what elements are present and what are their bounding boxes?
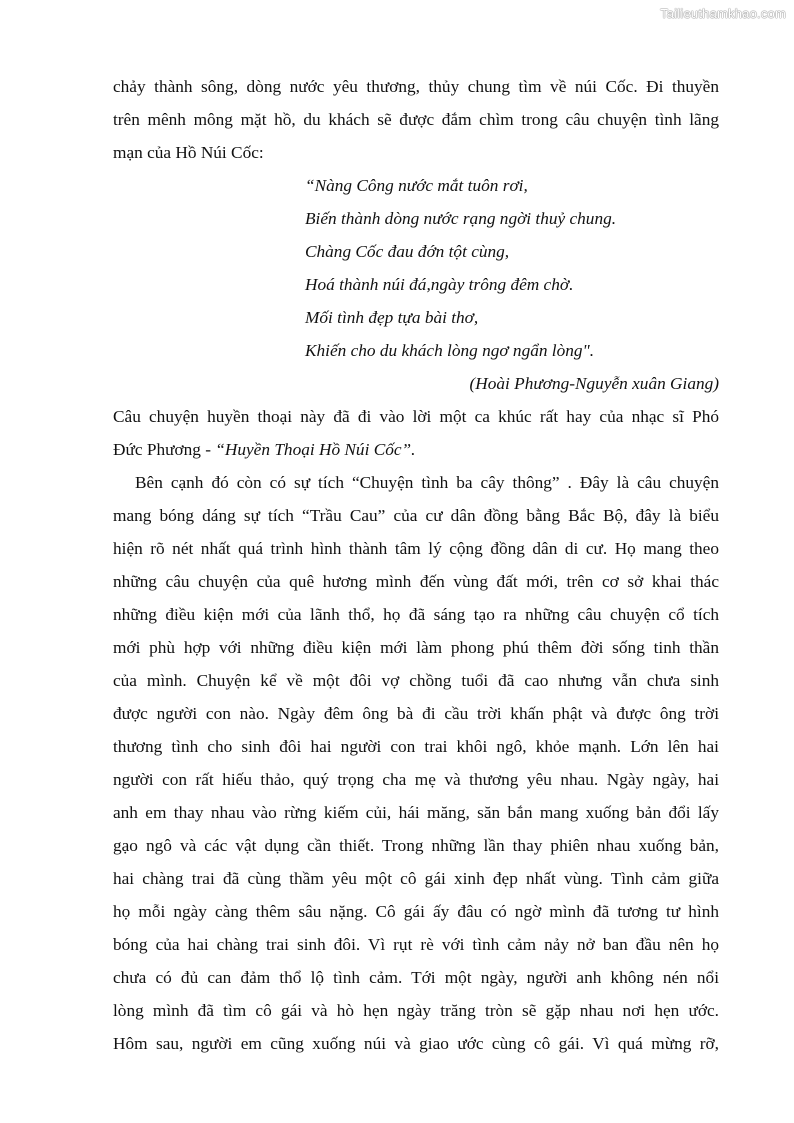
poem-line: “Nàng Công nước mắt tuôn rơi, [305,176,528,195]
story-line: những câu chuyện của quê hương mình đến vùng đất mới, trên cơ sở khai thác [113,572,719,591]
story-line: được người con nào. Ngày đêm ông bà đi cầu trời khấn phật và được ông trời [113,704,719,723]
poem-line: Biến thành dòng nước rạng ngời thuỷ chung. [305,209,617,228]
poem-line: Hoá thành núi đá,ngày trông đêm chờ. [305,275,574,294]
story-line: Bên cạnh đó còn có sự tích “Chuyện tình ba cây thông” . Đây là câu chuyện [135,473,719,492]
song-title: “Huyền Thoại Hồ Núi Cốc”. [215,440,416,459]
story-line: chưa có đủ can đảm thổ lộ tình cảm. Tới một ngày, người anh không nén nổi [113,968,719,987]
poem-line: Khiến cho du khách lòng ngơ ngẩn lòng". [305,341,595,360]
intro-line: trên mênh mông mặt hồ, du khách sẽ được đắm chìm trong câu chuyện tình lãng [113,110,719,129]
story-line: họ mỗi ngày càng thêm sâu nặng. Cô gái ấy đâu có ngờ mình đã tương tư hình [113,902,719,921]
story-line: Hôm sau, người em cũng xuống núi và giao ước cùng cô gái. Vì quá mừng rỡ, [113,1034,719,1053]
poem-line: Mối tình đẹp tựa bài thơ, [305,308,479,327]
story-line: lòng mình đã tìm cô gái và hò hẹn ngày trăng tròn sẽ gặp nhau nơi hẹn ước. [113,1001,719,1020]
story-line: anh em thay nhau vào rừng kiếm củi, hái măng, săn bắn mang xuống bản đổi lấy [113,803,719,822]
story-line: hiện rõ nét nhất quá trình hình thành tâm lý cộng đồng dân di cư. Họ mang theo [113,539,719,558]
song-line: Câu chuyện huyền thoại này đã đi vào lời một ca khúc rất hay của nhạc sĩ Phó [113,407,719,426]
story-line: người con rất hiếu thảo, quý trọng cha mẹ và thương yêu nhau. Ngày ngày, hai [113,770,719,789]
watermark: Tailieuthamkhao.com [660,6,786,21]
story-line: thương tình cho sinh đôi hai người con trai khôi ngô, khỏe mạnh. Lớn lên hai [113,737,719,756]
story-line: gạo ngô và các vật dụng cần thiết. Trong những lần thay phiên nhau xuống bản, [113,836,719,855]
story-line: hai chàng trai đã cùng thầm yêu một cô gái xinh đẹp nhất vùng. Tình cảm giữa [113,869,719,888]
intro-line: chảy thành sông, dòng nước yêu thương, thủy chung tìm về núi Cốc. Đi thuyền [113,77,719,96]
song-line-prefix: Đức Phương - [113,440,216,459]
poem-line: Chàng Cốc đau đớn tột cùng, [305,242,510,261]
story-line: những điều kiện mới của lãnh thổ, họ đã sáng tạo ra những câu chuyện cổ tích [113,605,719,624]
story-line: của mình. Chuyện kể về một đôi vợ chồng tuổi đã cao nhưng vẫn chưa sinh [113,671,719,690]
story-line: mới phù hợp với những điều kiện mới làm phong phú thêm đời sống tinh thần [113,638,719,657]
intro-line: mạn của Hồ Núi Cốc: [113,143,264,162]
poem-attribution: (Hoài Phương-Nguyễn xuân Giang) [469,374,719,393]
song-line [113,440,719,462]
story-line: mang bóng dáng sự tích “Trầu Cau” của cư dân đồng bằng Bắc Bộ, đây là biểu [113,506,719,525]
story-line: bóng của hai chàng trai sinh đôi. Vì rụt rè với tình cảm nảy nở ban đầu nên họ [113,935,719,954]
